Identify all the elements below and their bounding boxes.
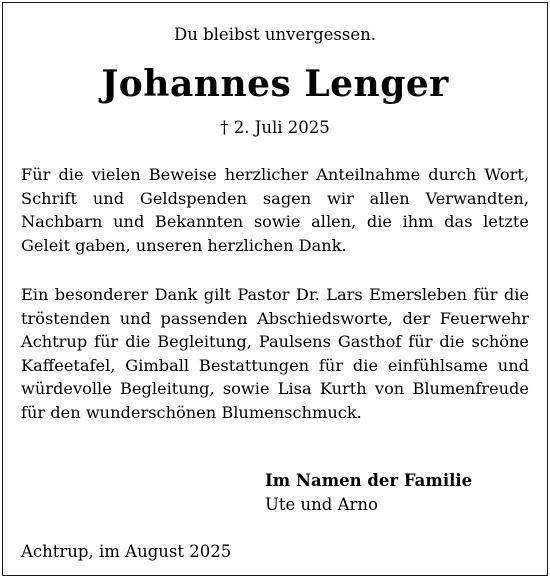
deceased-name: Johannes Lenger xyxy=(101,63,449,105)
obituary-notice xyxy=(2,2,548,576)
family-names: Ute und Arno xyxy=(265,495,378,514)
special-thanks-paragraph: Ein besonderer Dank gilt Pastor Dr. Lars Emersleben für die tröstenden und passenden Abschiedsworte, der Feuerwehr Achtrup für die Begleitung, Paulsens Gasthof für die schöne Kaffeetafel, Gimball Bestattungen für die einfühlsame und würdevolle Begleitung, sowie Lisa Kurth von Blumenfreude für den wunderschönen Blumenschmuck. xyxy=(21,285,529,422)
thanks-paragraph: Für die vielen Beweise herzlicher Anteilnahme durch Wort, Schrift und Geldspenden sagen wir allen Verwandten, Nachbarn und Bekannten sowie allen, die ihm das letzte Geleit gaben, unseren herzlichen Dank. xyxy=(21,165,529,255)
family-signature xyxy=(265,469,472,517)
family-label: Im Namen der Familie xyxy=(265,471,473,490)
death-date: † 2. Juli 2025 xyxy=(220,118,330,137)
place-date: Achtrup, im August 2025 xyxy=(21,542,232,561)
motto: Du bleibst unvergessen. xyxy=(173,25,376,44)
